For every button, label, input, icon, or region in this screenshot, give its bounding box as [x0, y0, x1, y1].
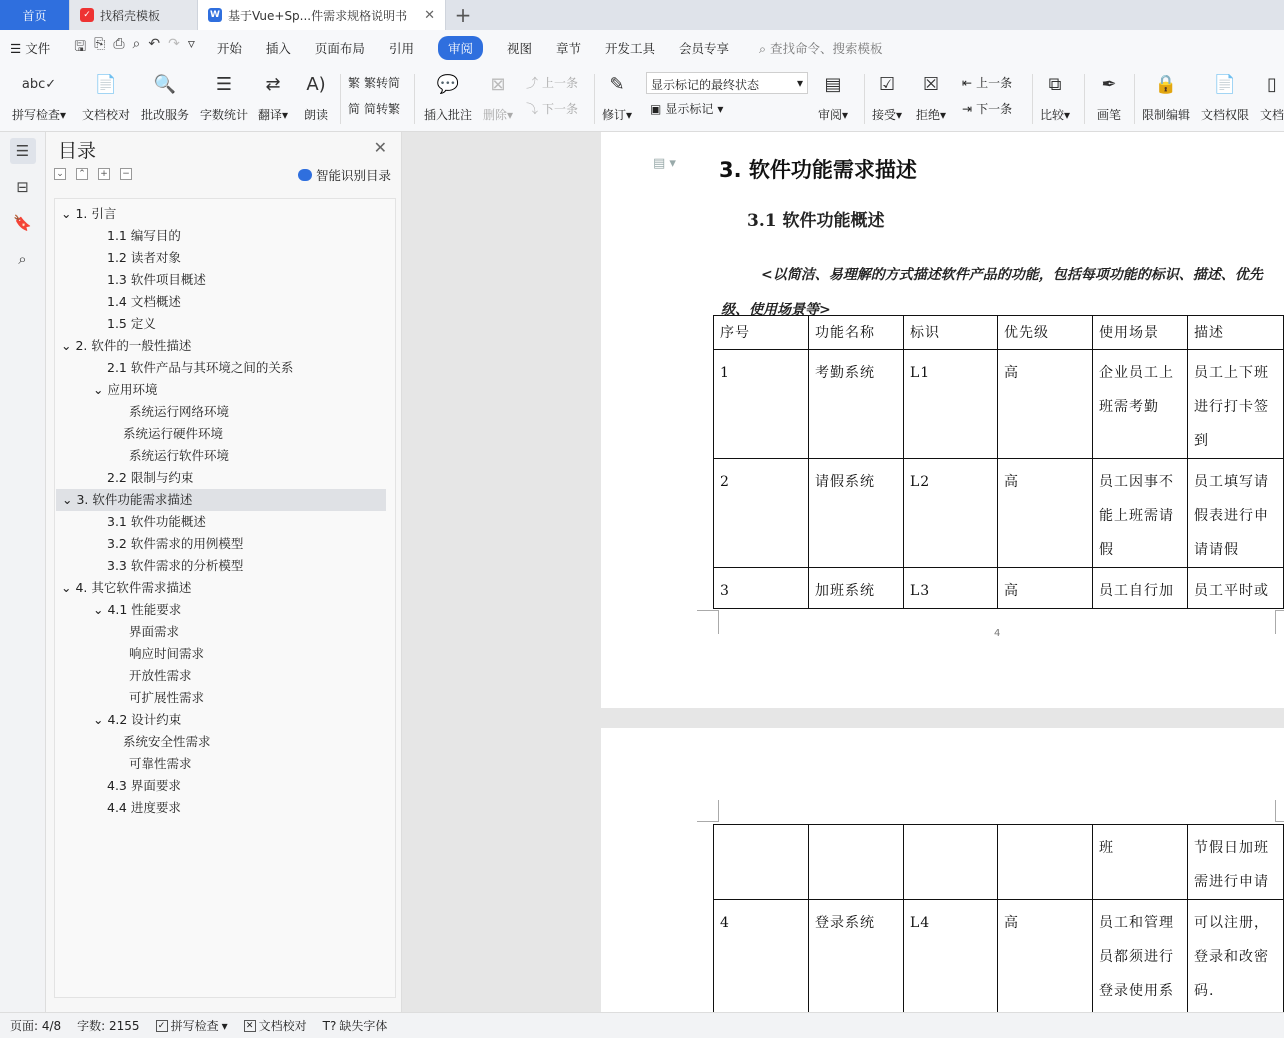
column-header: 序号: [714, 316, 809, 350]
show-markup-icon: ▣: [650, 101, 662, 116]
toc-item[interactable]: [93, 599, 181, 621]
chevron-down-icon[interactable]: ⌄: [93, 712, 108, 727]
toc-item-label: 3.1 软件功能概述: [107, 514, 206, 529]
table-cell: 高: [998, 900, 1093, 1013]
toc-item[interactable]: [129, 643, 204, 665]
chevron-down-icon[interactable]: ⌄: [62, 492, 77, 507]
toc-item[interactable]: [61, 203, 116, 225]
prev-comment-button[interactable]: ⤴ 上一条: [526, 76, 579, 90]
accept-icon: ☑: [878, 73, 896, 95]
checkbox-icon: ✓: [156, 1020, 168, 1032]
track-changes-button[interactable]: ✎ 修订▾: [602, 70, 632, 123]
toc-item-label: 应用环境: [107, 382, 158, 397]
table-cell: 1: [714, 350, 809, 459]
bookmark-icon[interactable]: 🔖: [13, 214, 32, 232]
file-menu[interactable]: ☰ 文件: [10, 41, 51, 56]
toc-item-label: 可靠性需求: [129, 756, 192, 771]
missing-font[interactable]: T? 缺失字体: [322, 1018, 388, 1033]
toc-item-label: 4.2 设计约束: [107, 712, 182, 727]
divider: [414, 74, 415, 124]
simp-icon: 简: [348, 102, 361, 116]
delete-comment-button[interactable]: ⊠ 删除▾: [483, 70, 513, 123]
toc-item-label: 3.2 软件需求的用例模型: [107, 536, 244, 551]
table-cell: 企业员工上班需考勤: [1093, 350, 1188, 459]
table-cell: 高: [998, 350, 1093, 459]
search-icon: ⌕: [759, 41, 767, 56]
toc-item-label: 3. 软件功能需求描述: [76, 492, 193, 507]
translate-button[interactable]: ⇄ 翻译▾: [258, 70, 288, 123]
menu-member[interactable]: 会员专享: [679, 41, 730, 56]
menu-insert[interactable]: 插入: [265, 41, 291, 56]
markup-state-value: 显示标记的最终状态: [651, 78, 760, 92]
toc-item-label: 4.1 性能要求: [107, 602, 182, 617]
close-icon[interactable]: ✕: [373, 138, 387, 157]
smart-bubble-icon: [298, 169, 312, 181]
word-count[interactable]: 字数: 2155: [77, 1019, 140, 1033]
divider: [594, 74, 595, 124]
menu-devtools[interactable]: 开发工具: [605, 41, 656, 56]
toc-item[interactable]: [107, 775, 181, 797]
table-cell: [714, 825, 809, 900]
prev-comment-icon: ⤴: [526, 76, 539, 90]
smart-toc-label: 智能识别目录: [315, 168, 391, 183]
toc-item[interactable]: [129, 401, 229, 423]
more-icon[interactable]: ▿: [187, 36, 195, 52]
remove-level-icon[interactable]: −: [120, 168, 132, 180]
page-number: 4: [994, 628, 1001, 639]
table-cell: 员工和管理员都须进行登录使用系: [1093, 900, 1188, 1013]
crop-mark: [1275, 800, 1284, 822]
save-icon[interactable]: 🖫: [74, 39, 87, 55]
doc-rights-button[interactable]: 📄 文档权限: [1201, 70, 1249, 123]
chevron-down-icon: ▾: [796, 76, 803, 90]
toc-item-label: 界面需求: [129, 624, 180, 639]
toc-item[interactable]: [107, 247, 181, 269]
proof-icon: ✕: [244, 1020, 256, 1032]
chevron-down-icon[interactable]: ⌄: [61, 338, 76, 353]
tab-document[interactable]: [198, 0, 446, 30]
table-cell: L4: [904, 900, 998, 1013]
doc-icon: ▯: [1267, 73, 1277, 95]
page-4: [601, 132, 1284, 708]
crop-mark: [697, 610, 719, 634]
toc-item-label: 4.4 进度要求: [107, 800, 181, 815]
status-proofread[interactable]: ✕ 文档校对: [244, 1017, 307, 1034]
doc-nav-icon[interactable]: ▤ ▾: [653, 156, 676, 171]
table-cell: 加班系统: [809, 568, 904, 609]
toc-item[interactable]: [123, 423, 223, 445]
page-5: [601, 728, 1284, 1012]
expand-all-icon[interactable]: ⌃: [76, 168, 88, 180]
table-cell: 考勤系统: [809, 350, 904, 459]
table-row: [714, 350, 1284, 459]
redo-icon[interactable]: ↷: [168, 36, 180, 52]
table-row: [714, 568, 1284, 609]
toc-item-label: 3.3 软件需求的分析模型: [107, 558, 244, 573]
doc-more-button[interactable]: ▯ 文档: [1259, 70, 1284, 123]
word-doc-icon: W: [208, 8, 222, 22]
insert-comment-button[interactable]: 💬 插入批注: [424, 70, 472, 123]
chevron-down-icon[interactable]: ⌄: [93, 382, 108, 397]
restrict-edit-button[interactable]: 🔒 限制编辑: [1142, 70, 1190, 123]
toc-item[interactable]: [93, 709, 181, 731]
review-pane-icon: ▤: [824, 73, 842, 95]
next-change-icon: ⇥: [962, 101, 973, 116]
toc-item[interactable]: [107, 533, 243, 555]
spell-check-button[interactable]: abc✓ 拼写检查▾: [12, 70, 66, 123]
batch-correct-icon: 🔍: [153, 73, 177, 95]
simp-to-trad-button[interactable]: 简 简转繁: [348, 102, 401, 116]
add-level-icon[interactable]: +: [98, 168, 110, 180]
menu-layout[interactable]: 页面布局: [314, 41, 365, 56]
menu-start[interactable]: 开始: [216, 41, 242, 56]
document-canvas: [402, 132, 1284, 1012]
toc-item-label: 系统运行软件环境: [129, 448, 230, 463]
function-table: [713, 315, 1284, 609]
column-header: 使用场景: [1093, 316, 1188, 350]
trad-icon: 繁: [348, 76, 361, 90]
table-row: [714, 900, 1284, 1013]
toc-item-label: 系统运行网络环境: [129, 404, 230, 419]
tab-home-label: 首页: [22, 8, 47, 23]
track-changes-icon: ✎: [609, 73, 625, 95]
review-ribbon: [0, 66, 1284, 132]
preview-icon[interactable]: ⌕: [132, 36, 141, 52]
export-icon[interactable]: ⎘: [94, 36, 106, 52]
toc-item[interactable]: [107, 467, 193, 489]
table-cell: 员工上下班进行打卡签到: [1188, 350, 1284, 459]
file-menu-label: 文件: [25, 41, 51, 56]
batch-service-button[interactable]: 🔍 批改服务: [141, 70, 189, 123]
toc-item[interactable]: [129, 621, 179, 643]
toc-item-label: 1.4 文档概述: [107, 294, 181, 309]
toc-item-label: 2.1 软件产品与其环境之间的关系: [107, 360, 294, 375]
show-markup-button[interactable]: ▣ 显示标记 ▾: [650, 101, 724, 116]
font-question-icon: T?: [322, 1018, 337, 1033]
toc-item-label: 1.1 编写目的: [107, 228, 181, 243]
undo-icon[interactable]: ↶: [148, 36, 161, 52]
navigation-strip: [0, 132, 46, 1012]
toc-panel: [46, 132, 402, 1012]
quick-access: [74, 36, 195, 60]
column-header: 优先级: [998, 316, 1093, 350]
tab-home[interactable]: [0, 0, 70, 30]
toc-item[interactable]: [61, 335, 191, 357]
table-cell: [998, 825, 1093, 900]
column-header: 描述: [1188, 316, 1284, 350]
toc-item-label: 开放性需求: [129, 668, 192, 683]
divider: [1032, 74, 1033, 124]
divider: [1134, 74, 1135, 124]
collapse-all-icon[interactable]: ⌄: [54, 168, 66, 180]
toc-item-label: 可扩展性需求: [129, 690, 205, 705]
toc-item-label: 4.3 界面要求: [107, 778, 181, 793]
toc-item-label: 1.2 读者对象: [107, 250, 181, 265]
trad-to-simp-button[interactable]: 繁 繁转简: [348, 76, 401, 90]
lock-icon: 🔒: [1154, 73, 1178, 95]
toc-item-label: 2.2 限制与约束: [107, 470, 194, 485]
table-cell: 高: [998, 568, 1093, 609]
heading-2: 3.1 软件功能概述: [747, 211, 885, 231]
toc-item[interactable]: [61, 577, 191, 599]
toc-item[interactable]: [129, 753, 192, 775]
command-search-placeholder: 查找命令、搜索模板: [770, 41, 883, 56]
menu-view[interactable]: 视图: [506, 41, 532, 56]
page-indicator[interactable]: 页面: 4/8: [10, 1019, 62, 1033]
toc-item-label: 1.5 定义: [107, 316, 156, 331]
toc-item-label: 1. 引言: [75, 206, 117, 221]
column-header: 标识: [904, 316, 998, 350]
divider: [864, 74, 865, 124]
prev-change-button[interactable]: ⇤ 上一条: [962, 75, 1013, 90]
next-change-button[interactable]: ⇥ 下一条: [962, 101, 1013, 116]
pen-button[interactable]: ✒ 画笔: [1096, 70, 1122, 123]
table-cell: 员工填写请假表进行申请请假: [1188, 459, 1284, 568]
markup-state-select[interactable]: [646, 72, 808, 94]
table-row: [714, 825, 1284, 900]
accept-button[interactable]: ☑ 接受▾: [872, 70, 902, 123]
table-row: [714, 459, 1284, 568]
table-cell: 4: [714, 900, 809, 1013]
heading-1: 3. 软件功能需求描述: [719, 158, 917, 182]
abc-spell-icon: abc✓: [21, 76, 57, 92]
chapter-icon[interactable]: ⊟: [16, 178, 29, 196]
table-cell: 员工自行加: [1093, 568, 1188, 609]
compare-icon: ⧉: [1048, 73, 1062, 95]
table-cell: 2: [714, 459, 809, 568]
table-cell: 3: [714, 568, 809, 609]
table-cell: 可以注册，登录和改密码.: [1188, 900, 1284, 1013]
toc-item[interactable]: [107, 797, 181, 819]
column-header: 功能名称: [809, 316, 904, 350]
table-cell: [809, 825, 904, 900]
toc-tree: [54, 198, 396, 998]
menu-bar: [0, 30, 1284, 66]
table-cell: [904, 825, 998, 900]
toc-item[interactable]: [107, 313, 156, 335]
toc-item-label: 响应时间需求: [129, 646, 205, 661]
compare-button[interactable]: ⧉ 比较▾: [1040, 70, 1070, 123]
menu-review[interactable]: 审阅: [438, 36, 483, 60]
delete-comment-icon: ⊠: [490, 73, 506, 95]
table-cell: 员工平时或: [1188, 568, 1284, 609]
new-tab-button[interactable]: +: [454, 3, 472, 27]
next-comment-icon: ⤵: [526, 102, 539, 116]
toc-item-label: 4. 其它软件需求描述: [75, 580, 192, 595]
table-cell: 节假日加班需进行申请: [1188, 825, 1284, 900]
crop-mark: [697, 800, 719, 822]
toc-item-label: 1.3 软件项目概述: [107, 272, 206, 287]
insert-comment-icon: 💬: [436, 73, 460, 95]
status-spell-check[interactable]: ✓ 拼写检查 ▾: [156, 1017, 228, 1034]
prev-change-icon: ⇤: [962, 75, 973, 90]
toc-item[interactable]: [107, 511, 206, 533]
proofread-button[interactable]: 📄 文档校对: [82, 70, 130, 123]
tab-bar: [0, 0, 1284, 30]
tab-template-label: 找稻壳模板: [100, 8, 161, 23]
function-table-continued: [713, 824, 1284, 1012]
table-header-row: [714, 316, 1284, 350]
toc-item[interactable]: [93, 379, 157, 401]
divider: [1084, 74, 1085, 124]
word-count-button[interactable]: ☰ 字数统计: [200, 70, 248, 123]
read-aloud-button[interactable]: A) 朗读: [303, 70, 329, 123]
table-cell: 登录系统: [809, 900, 904, 1013]
search-icon[interactable]: ⌕: [18, 250, 27, 268]
word-count-icon: ☰: [215, 73, 233, 95]
divider: [340, 74, 341, 124]
status-bar: [0, 1012, 1284, 1038]
toc-title: 目录: [58, 140, 97, 162]
table-cell: 班: [1093, 825, 1188, 900]
table-cell: L2: [904, 459, 998, 568]
review-pane-button[interactable]: ▤ 审阅▾: [818, 70, 848, 123]
close-tab-icon[interactable]: ✕: [424, 7, 435, 23]
toc-item[interactable]: [123, 731, 211, 753]
read-aloud-icon: A): [306, 73, 326, 95]
reject-button[interactable]: ☒ 拒绝▾: [916, 70, 946, 123]
toc-item[interactable]: [129, 665, 192, 687]
toc-item[interactable]: [107, 291, 181, 313]
toc-icon[interactable]: ☰: [10, 138, 36, 164]
toc-item-label: 2. 软件的一般性描述: [75, 338, 192, 353]
print-icon[interactable]: ⎙: [113, 36, 125, 52]
table-cell: 请假系统: [809, 459, 904, 568]
next-comment-button[interactable]: ⤵ 下一条: [526, 102, 579, 116]
tab-template[interactable]: [70, 0, 198, 30]
toc-item[interactable]: [129, 687, 204, 709]
tab-document-label: 基于Vue+Sp...件需求规格说明书: [228, 8, 408, 23]
pen-icon: ✒: [1101, 73, 1117, 95]
toc-item-label: 系统运行硬件环境: [123, 426, 224, 441]
chevron-down-icon[interactable]: ⌄: [61, 580, 76, 595]
table-cell: L1: [904, 350, 998, 459]
toc-item[interactable]: [107, 269, 206, 291]
doc-rights-icon: 📄: [1213, 73, 1237, 95]
table-cell: 员工因事不能上班需请假: [1093, 459, 1188, 568]
toc-item[interactable]: [107, 225, 181, 247]
toc-item[interactable]: [107, 357, 293, 379]
translate-icon: ⇄: [265, 73, 281, 95]
proofread-icon: 📄: [94, 73, 118, 95]
chevron-down-icon[interactable]: ⌄: [93, 602, 108, 617]
toc-item[interactable]: [129, 445, 229, 467]
section-note: <以简洁、易理解的方式描述软件产品的功能，包括每项功能的标识、描述、优先级、使用场景等>: [721, 267, 1263, 318]
toc-controls: [54, 168, 132, 180]
crop-mark: [1275, 610, 1284, 634]
toc-item[interactable]: [107, 555, 243, 577]
toc-item-label: 系统安全性需求: [123, 734, 211, 749]
chevron-down-icon[interactable]: ⌄: [61, 206, 76, 221]
menu-reference[interactable]: 引用: [388, 41, 414, 56]
toc-item[interactable]: [56, 489, 386, 511]
daoke-icon: ✓: [80, 8, 94, 22]
reject-icon: ☒: [922, 73, 940, 95]
table-cell: 高: [998, 459, 1093, 568]
smart-toc-button[interactable]: [298, 166, 391, 184]
table-cell: L3: [904, 568, 998, 609]
command-search[interactable]: [759, 39, 883, 57]
menu-chapter[interactable]: 章节: [555, 41, 581, 56]
